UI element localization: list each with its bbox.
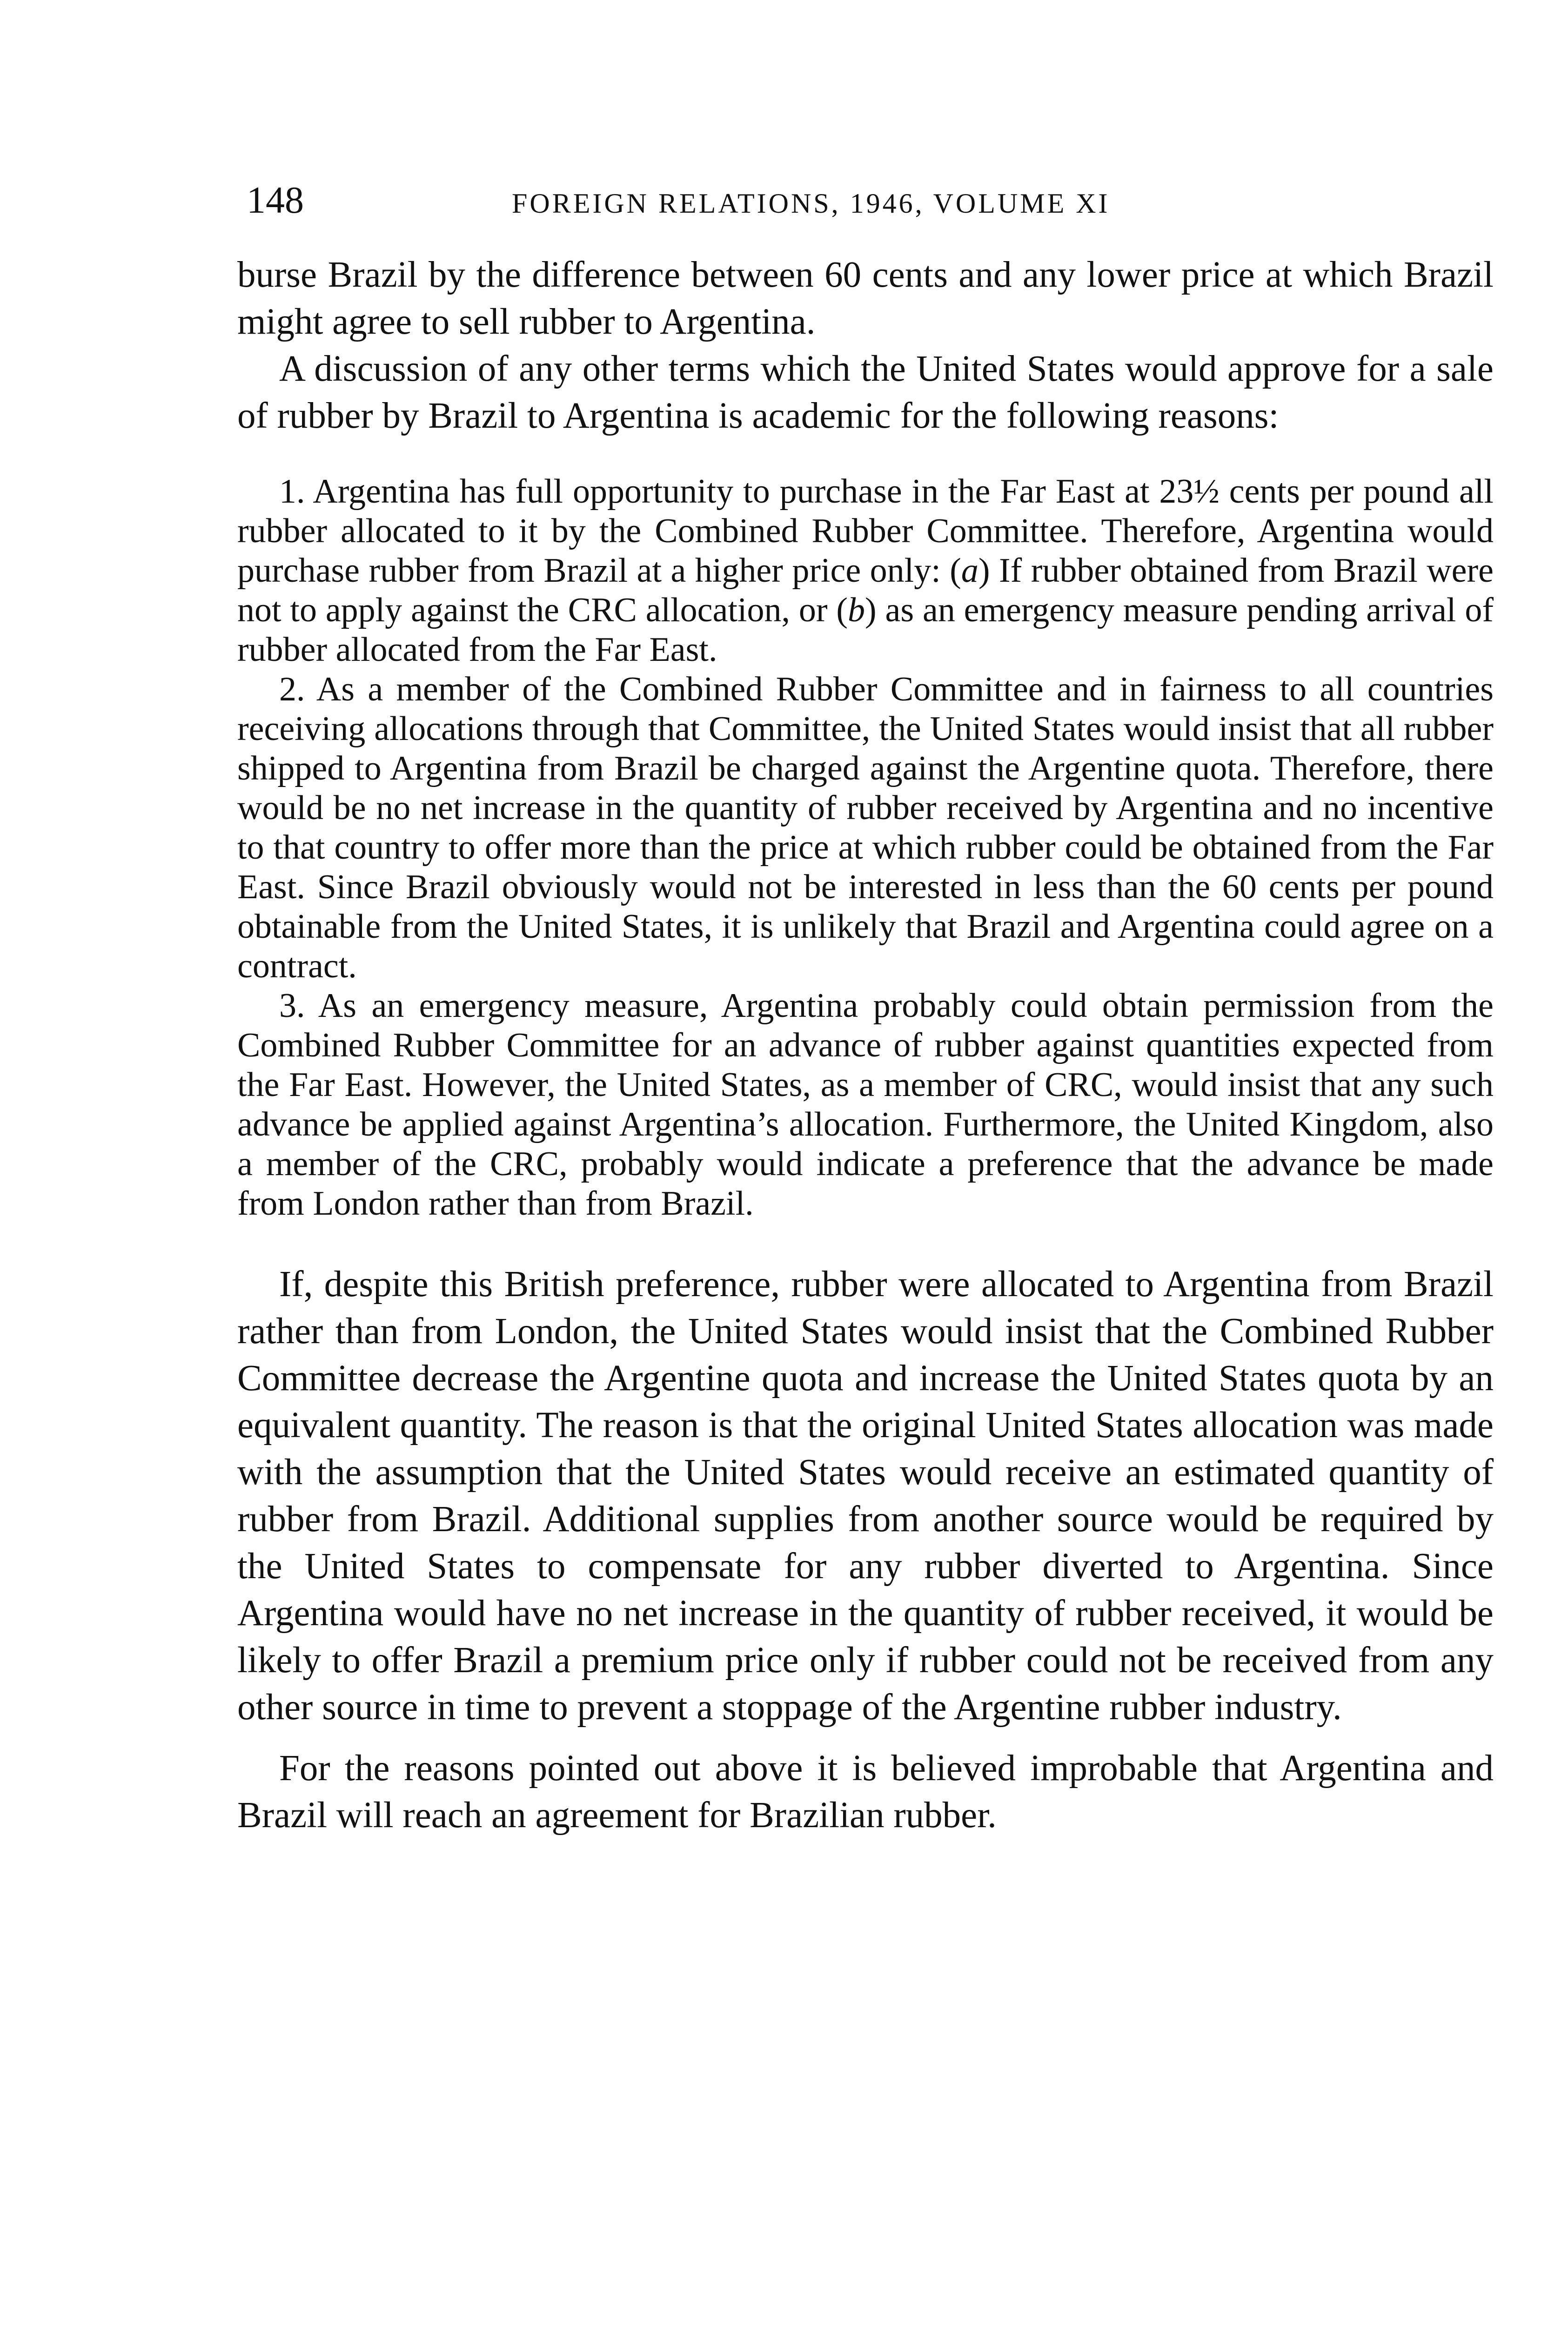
reason-1-text-start: 1. Argentina has full opportunity to purchase in the Far East at 23½ cents per pound all rubber allocated to it by the Combined Rubber Committee. Therefore, Argentina would purchase rubber from Brazil at a higher price only: ( xyxy=(237,472,1494,590)
discussion-paragraph: A discussion of any other terms which the United States would approve for a sale of rubber by Brazil to Argentina is academic for the following reasons: xyxy=(237,349,1494,436)
running-title: FOREIGN RELATIONS, 1946, VOLUME XI xyxy=(512,188,1110,219)
document-page xyxy=(237,177,1494,1839)
closing-section xyxy=(237,1261,1494,1839)
closing-paragraph-1: If, despite this British preference, rubber were allocated to Argentina from Brazil rather than from London, the United States would insist that the Combined Rubber Committee decrease the Argentine quota and increase the United States quota by an equivalent quantity. The reason is that the original United States allocation was made with the assumption that the United States would receive an estimated quantity of rubber from Brazil. Additional supplies from another source would be required by the United States to compensate for any rubber diverted to Argentina. Since Argentina would have no net increase in the quantity of rubber received, it would be likely to offer Brazil a premium price only if rubber could not be received from any other source in time to prevent a stoppage of the Argentine rubber industry. xyxy=(237,1264,1494,1728)
reason-item-1 xyxy=(237,472,1494,670)
reason-1-text-end: ) as an emergency measure pending arrival of rubber allocated from the Far East. xyxy=(237,591,1494,669)
closing-paragraph-2: For the reasons pointed out above it is believed improbable that Argentina and Brazil will reach an agreement for Brazilian rubber. xyxy=(237,1748,1494,1836)
continuation-paragraph: burse Brazil by the difference between 60 cents and any lower price at which Brazil might agree to sell rubber to Argentina. xyxy=(237,255,1494,342)
reason-1-marker-a: a xyxy=(961,551,978,590)
reason-item-2: 2. As a member of the Combined Rubber Committee and in fairness to all countries receiving allocations through that Committee, the United States would insist that all rubber shipped to Argentina from Brazil be charged against the Argentine quota. Therefore, there would be no net increase in the quantity of rubber received by Argentina and no incentive to that country to offer more than the price at which rubber could be obtained from the Far East. Since Brazil obviously would not be interested in less than the 60 cents per pound obtainable from the United States, it is unlikely that Brazil and Argentina could agree on a contract. xyxy=(237,670,1494,985)
intro-section xyxy=(237,251,1494,439)
page-number: 148 xyxy=(247,179,304,221)
reason-item-3: 3. As an emergency measure, Argentina probably could obtain permission from the Combined Rubber Committee for an advance of rubber against quantities expected from the Far East. However, the United States, as a member of CRC, would insist that any such advance be applied against Argentina’s allocation. Furthermore, the United Kingdom, also a member of the CRC, probably would indicate a preference that the advance be made from London rather than from Brazil. xyxy=(237,987,1494,1223)
running-header xyxy=(237,177,1494,228)
reason-1-marker-b: b xyxy=(847,591,865,629)
reason-1-text-middle: ) If rubber obtained from Brazil were not to apply against the CRC allocation, or ( xyxy=(237,551,1494,629)
reasons-list xyxy=(237,472,1494,1224)
